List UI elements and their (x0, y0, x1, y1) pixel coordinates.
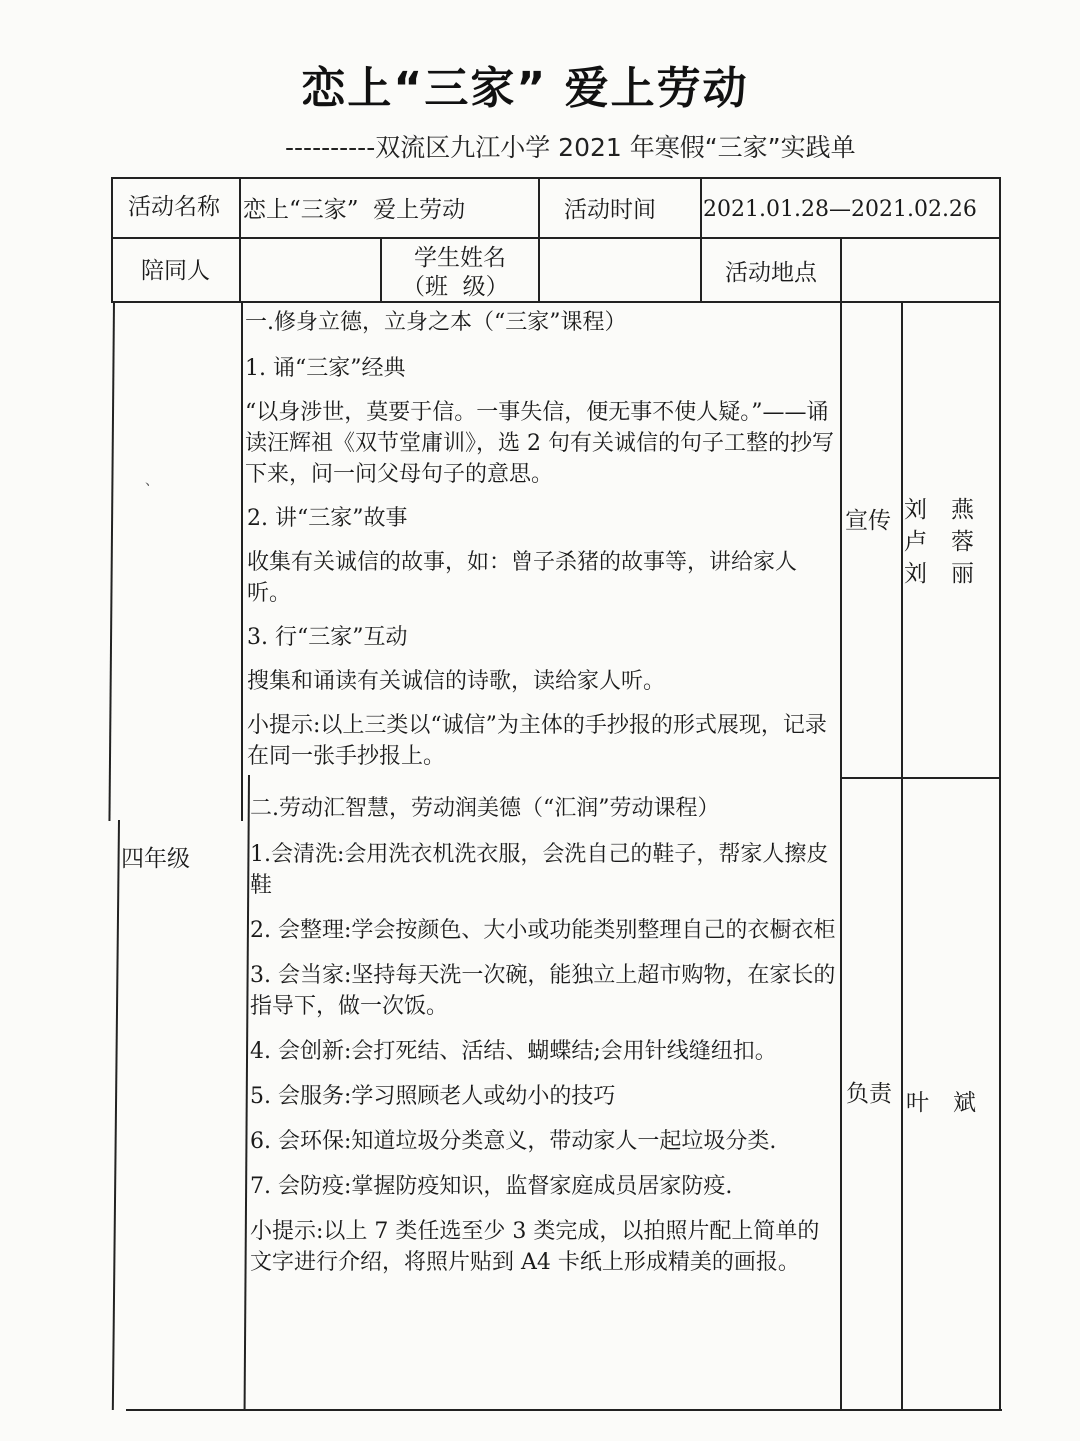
table-border-bottom (126, 1409, 1002, 1411)
grade-label: 四年级 (121, 846, 190, 872)
section1-heading: 一.修身立德，立身之本（“三家”课程） (245, 310, 627, 335)
companion-value[interactable] (245, 255, 375, 287)
location-value[interactable] (846, 255, 994, 287)
section2-item: 5. 会服务:学习照顾老人或幼小的技巧 (250, 1084, 616, 1109)
section1-tip: 小提示:以上三类以“诚信”为主体的手抄报的形式展现，记录在同一张手抄报上。 (247, 713, 827, 769)
activity-name-value: 恋上“三家” 爱上劳动 (243, 197, 466, 223)
row-divider (113, 301, 1001, 303)
activity-name-label: 活动名称 (128, 194, 220, 220)
table-border-top (111, 177, 1001, 179)
section2-item: 3. 会当家:坚持每天洗一次碗，能独立上超市购物，在家长的指导下，做一次饭。 (250, 963, 836, 1019)
companion-label: 陪同人 (141, 258, 210, 284)
staff-given: 斌 (953, 1090, 976, 1116)
section1-item1-body: “以身涉世，莫要于信。一事失信，便无事不使人疑。”——诵读汪辉祖《双节堂庸训》，选 2 句有关诚信的句子工整的抄写下来，问一问父母句子的意思。 (245, 400, 834, 487)
location-label: 活动地点 (725, 260, 817, 286)
staff-surname: 卢 (904, 529, 927, 555)
staff-surname: 刘 (904, 497, 927, 523)
col-divider (380, 237, 382, 303)
section2-tip: 小提示:以上 7 类任选至少 3 类完成，以拍照片配上简单的文字进行介绍，将照片贴到 A4 卡纸上形成精美的画报。 (250, 1219, 820, 1275)
section2-content (250, 793, 840, 1278)
activity-time-value: 2021.01.28—2021.02.26 (703, 197, 977, 222)
activity-time-label: 活动时间 (564, 197, 656, 223)
section1-item2-body: 收集有关诚信的故事，如：曾子杀猪的故事等，讲给家人听。 (247, 550, 798, 606)
section2-heading: 二.劳动汇智慧，劳动润美德（“汇润”劳动课程） (250, 796, 720, 821)
staff-given: 蓉 (951, 529, 974, 555)
section1-role-label: 宣传 (845, 508, 891, 534)
section2-item: 4. 会创新:会打死结、活结、蝴蝶结;会用针线缝纽扣。 (250, 1039, 777, 1064)
stray-mark: 、 (145, 473, 159, 489)
col-divider (901, 301, 903, 1409)
table-border-left-top (111, 177, 113, 303)
col-divider (840, 237, 842, 1410)
table-border-left-lower (112, 820, 120, 1410)
table-border-right (999, 177, 1001, 1410)
section1-item1-title: 1. 诵“三家”经典 (245, 356, 406, 381)
section2-item: 1.会清洗:会用洗衣机洗衣服，会洗自己的鞋子，帮家人擦皮鞋 (250, 842, 829, 898)
student-name-label: 学生姓名 (414, 245, 506, 271)
document-title: 恋上“三家” 爱上劳动 (301, 63, 749, 114)
student-name-value[interactable] (543, 255, 693, 287)
document-subtitle: ----------双流区九江小学 2021 年寒假“三家”实践单 (285, 133, 856, 162)
section1-item3-title: 3. 行“三家”互动 (247, 625, 408, 650)
staff-given: 燕 (951, 497, 974, 523)
section1-item3-body: 搜集和诵读有关诚信的诗歌，读给家人听。 (247, 669, 666, 694)
section2-item: 2. 会整理:学会按颜色、大小或功能类别整理自己的衣橱衣柜 (250, 918, 836, 943)
col-divider (241, 301, 243, 821)
col-divider (700, 177, 702, 303)
staff-surname: 叶 (906, 1090, 929, 1116)
staff-given: 丽 (951, 561, 974, 587)
section1-item2-title: 2. 讲“三家”故事 (247, 506, 408, 531)
section2-role-label: 负责 (846, 1081, 892, 1107)
staff-entry (904, 527, 974, 557)
staff-entry (904, 559, 974, 589)
staff-surname: 刘 (904, 561, 927, 587)
section2-item: 6. 会环保:知道垃圾分类意义，带动家人一起垃圾分类. (250, 1129, 777, 1154)
section2-item: 7. 会防疫:掌握防疫知识，监督家庭成员居家防疫. (250, 1174, 733, 1199)
col-divider (239, 177, 241, 303)
section-divider-right (842, 777, 1001, 779)
section1-content (245, 307, 837, 772)
staff-entry (906, 1088, 976, 1118)
col-divider (538, 177, 540, 303)
row-divider (111, 237, 1001, 239)
table-border-left (108, 301, 115, 821)
staff-entry (904, 495, 974, 525)
class-label: （班 级） (402, 274, 509, 300)
